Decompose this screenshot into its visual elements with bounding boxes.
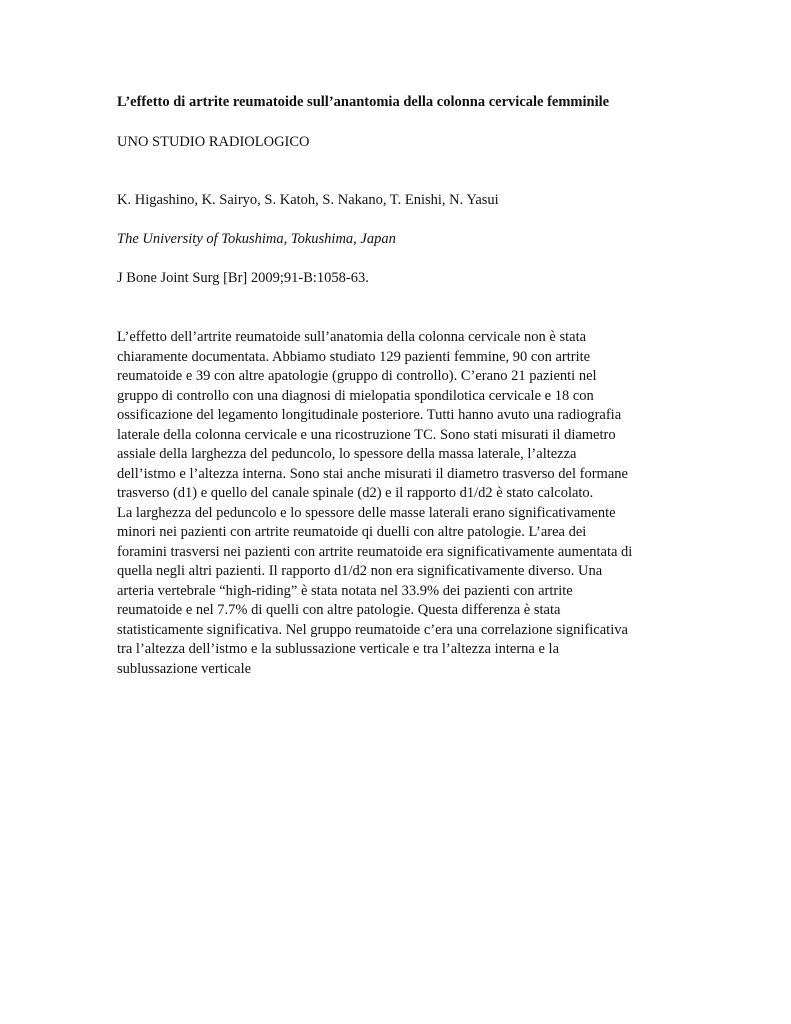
abstract-line: trasverso (d1) e quello del canale spinale (d2) e il rapporto d1/d2 è stato calcolato. xyxy=(117,485,594,501)
abstract-line: La larghezza del peduncolo e lo spessore delle masse laterali erano significativamente xyxy=(117,504,616,521)
abstract-line: assiale della larghezza del peduncolo, lo spessore della massa laterale, l’altezza xyxy=(117,446,577,462)
document-title: L’effetto di artrite reumatoide sull’anantomia della colonna cervicale femminile xyxy=(117,94,610,110)
abstract-line: reumatoide e nel 7.7% di quelli con altre patologie. Questa differenza è stata xyxy=(117,602,561,618)
abstract-line: laterale della colonna cervicale e una ricostruzione TC. Sono stati misurati il diametro xyxy=(117,426,616,443)
abstract-line: quella negli altri pazienti. Il rapporto d1/d2 non era significativamente diverso. Una xyxy=(117,563,603,579)
abstract-paragraph xyxy=(117,328,687,679)
abstract-line: arteria vertebrale “high-riding” è stata notata nel 33.9% dei pazienti con artrite xyxy=(117,582,573,599)
abstract-line: L’effetto dell’artrite reumatoide sull’anatomia della colonna cervicale non è stata xyxy=(117,329,587,345)
journal-citation: J Bone Joint Surg [Br] 2009;91-B:1058-63. xyxy=(117,270,369,286)
abstract-line: gruppo di controllo con una diagnosi di mielopatia spondilotica cervicale e 18 con xyxy=(117,387,594,404)
affiliation: The University of Tokushima, Tokushima, Japan xyxy=(117,231,396,247)
abstract-line: foramini trasversi nei pazienti con artrite reumatoide era significativamente aumentata di xyxy=(117,543,633,560)
abstract-line: sublussazione verticale xyxy=(117,660,252,677)
abstract-line: tra l’altezza dell’istmo e la sublussazione verticale e tra l’altezza interna e la xyxy=(117,641,560,657)
author-list: K. Higashino, K. Sairyo, S. Katoh, S. Nakano, T. Enishi, N. Yasui xyxy=(117,192,499,208)
abstract-line: chiaramente documentata. Abbiamo studiato 129 pazienti femmine, 90 con artrite xyxy=(117,348,591,365)
abstract-line: minori nei pazienti con artrite reumatoide qi duelli con altre patologie. L’area dei xyxy=(117,524,587,540)
document-subtitle: UNO STUDIO RADIOLOGICO xyxy=(117,134,310,150)
abstract-line: reumatoide e 39 con altre apatologie (gruppo di controllo). C’erano 21 pazienti nel xyxy=(117,368,597,384)
abstract-line: ossificazione del legamento longitudinale posteriore. Tutti hanno avuto una radiografia xyxy=(117,407,622,423)
abstract-line: dell’istmo e l’altezza interna. Sono stai anche misurati il diametro trasverso del formane xyxy=(117,465,628,482)
abstract-line: statisticamente significativa. Nel gruppo reumatoide c’era una correlazione significativa xyxy=(117,621,628,638)
